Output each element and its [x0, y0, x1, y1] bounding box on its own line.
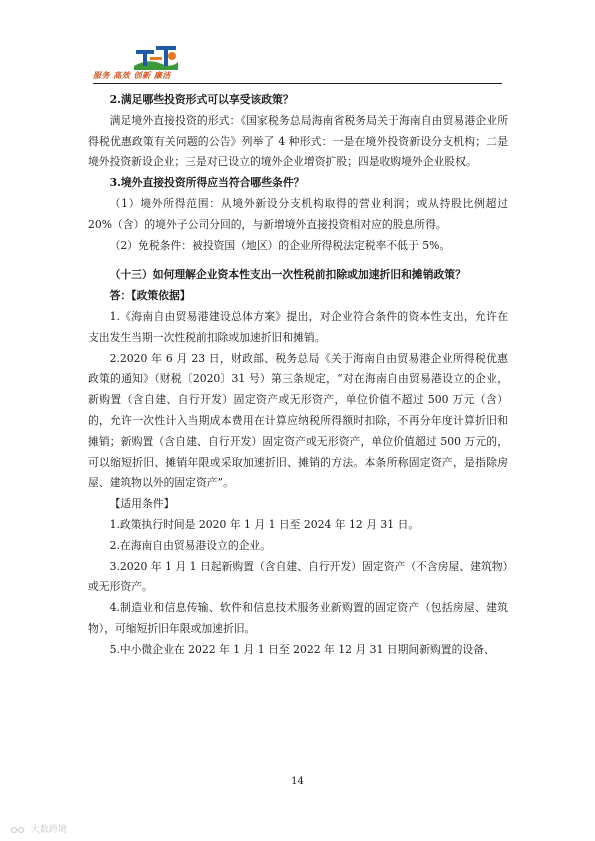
paragraph: 3.2020 年 1 月 1 日起新购置（含自建、自行开发）固定资产（不含房屋、建筑物）或无形资产。: [88, 559, 508, 594]
section-heading: 2.满足哪些投资形式可以享受该政策？: [109, 93, 294, 106]
section-heading: （十三）如何理解企业资本性支出一次性税前扣除或加速折旧和摊销政策？: [109, 268, 466, 282]
paragraph: 1.《海南自由贸易港建设总体方案》提出，对企业符合条件的资本性支出，允许在支出发生当期一次性税前扣除或加速折旧和摊销。: [88, 309, 508, 344]
section-heading: 答：【政策依据】: [109, 289, 191, 303]
watermark: [10, 822, 67, 835]
paragraph: 2.2020 年 6 月 23 日，财政部、税务总局《关于海南自由贸易港企业所得税优惠政策的通知》（财税〔2020〕31 号）第三条规定，“对在海南自由贸易港设立的企业，新购置（含自建、自行开发）固定资产或无形资产，单位价值不超过 500 万元（含）的，允许一次性计入当期成本费用在计算应纳税所得额时扣除，不再分年度计算折旧和摊销；新购置（含自建、自行开发）固定资产或无形资产，单位价值超过 500 万元的，可以缩短折旧、摊销年限或采取加速折旧、摊销的方法。本条所称固定资产，是指除房屋、建筑物以外的固定资产”。: [88, 351, 508, 490]
watermark-logo-icon: [10, 825, 28, 835]
document-body: [88, 90, 508, 661]
paragraph-spacer: [88, 256, 508, 265]
section-heading: 3.境外直接投资所得应当符合哪些条件？: [109, 176, 305, 190]
paragraph: 【适用条件】: [109, 497, 175, 511]
header-slogan: 服务 高效 创新 廉洁: [93, 71, 171, 80]
paragraph: 5.中小微企业在 2022 年 1 月 1 日至 2022 年 12 月 31 日期间新购置的设备、: [109, 642, 495, 656]
paragraph: 2.在海南自由贸易港设立的企业。: [109, 538, 272, 552]
page-number: 14: [291, 776, 304, 787]
paragraph: 4.制造业和信息传输、软件和信息技术服务业新购置的固定资产（包括房屋、建筑物），可缩短折旧年限或加速折旧。: [88, 601, 508, 635]
page-header: [0, 0, 595, 90]
paragraph: 满足境外直接投资的形式：《国家税务总局海南省税务局关于海南自由贸易港企业所得税优惠政策有关问题的公告》列举了 4 种形式：一是在境外投资新设分支机构；二是境外投资新设企业；三是对已设立的境外企业增资扩股；四是收购境外企业股权。: [88, 113, 508, 169]
paragraph: （2）免税条件：被投资国（地区）的企业所得税法定税率不低于 5%。: [109, 238, 451, 252]
watermark-text: 大数跨境: [30, 825, 67, 835]
paragraph: （1）境外所得范围：从境外新设分支机构取得的营业利润；或从持股比例超过 20%（含）的境外子公司分回的，与新增境外直接投资相对应的股息所得。: [88, 196, 508, 231]
header-divider: [93, 83, 502, 84]
tax-bureau-logo-icon: [132, 40, 180, 72]
paragraph: 1.政策执行时间是 2020 年 1 月 1 日至 2024 年 12 月 31 日。: [109, 517, 420, 531]
